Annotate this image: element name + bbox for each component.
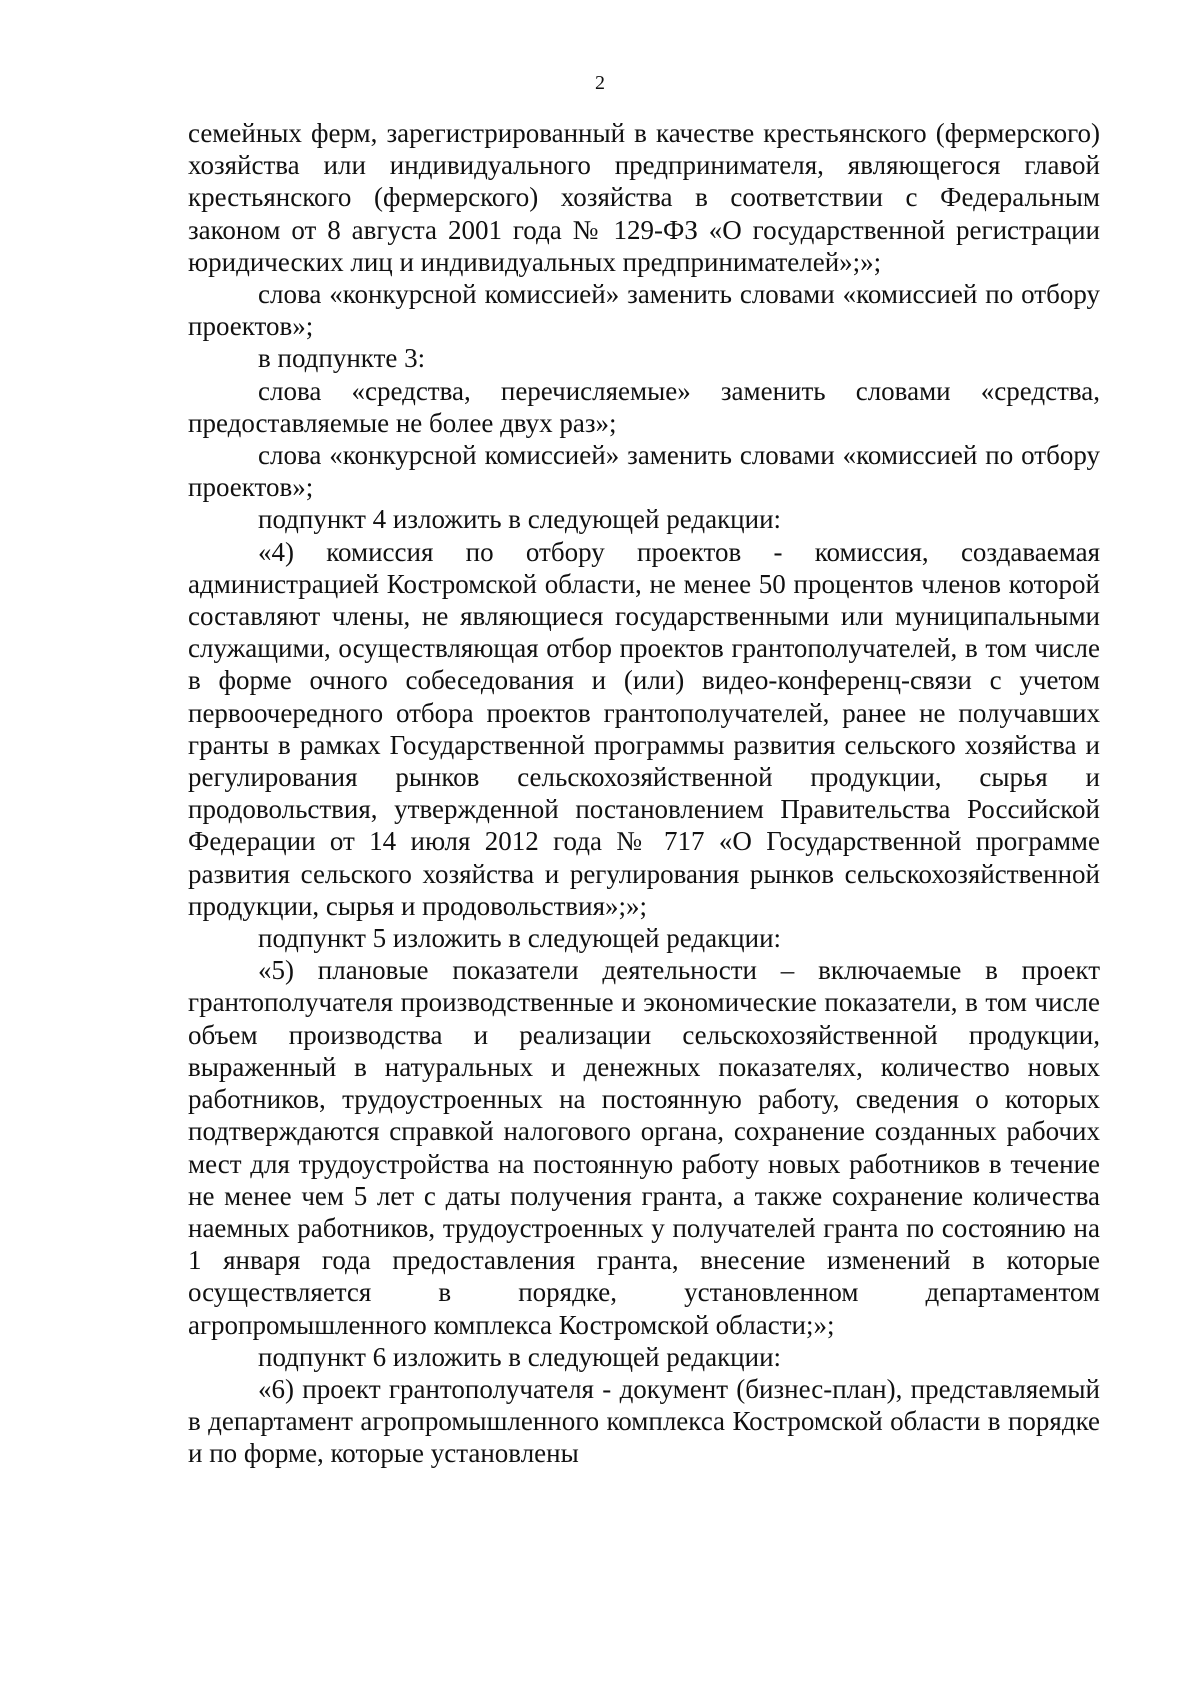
paragraph: «5) плановые показатели деятельности – включаемые в проект грантополучателя производственные и экономические показатели, в том числе объем производства и реализации сельскохозяйственной продукции, выраженный в натуральных и денежных показателях, количество новых работников, трудоустроенных на постоянную работу, сведения о которых подтверждаются справкой налогового органа, сохранение созданных рабочих мест для трудоустройства на постоянную работу новых работников в течение не менее чем 5 лет с даты получения гранта, а также сохранение количества наемных работников, трудоустроенных у получателей гранта по состоянию на 1 января года предоставления гранта, внесение изменений в которые осуществляется в порядке, установленном департаментом агропромышленного комплекса Костромской области;»; bbox=[188, 955, 1100, 1340]
paragraph: подпункт 4 изложить в следующей редакции: bbox=[258, 504, 782, 535]
page-number: 2 bbox=[595, 72, 605, 94]
paragraph: слова «конкурсной комиссией» заменить словами «комиссией по отбору проектов»; bbox=[188, 279, 1100, 342]
paragraph: «4) комиссия по отбору проектов - комиссия, создаваемая администрацией Костромской области, не менее 50 процентов членов которой составляют члены, не являющиеся государственными или муниципальными служащими, осуществляющая отбор проектов грантополучателей, в том числе в форме очного собеседования и (или) видео-конференц-связи с учетом первоочередного отбора проектов грантополучателей, ранее не получавших гранты в рамках Государственной программы развития сельского хозяйства и регулирования рынков сельскохозяйственной продукции, сырья и продовольствия, утвержденной постановлением Правительства Российской Федерации от 14 июля 2012 года № 717 «О Государственной программе развития сельского хозяйства и регулирования рынков сельскохозяйственной продукции, сырья и продовольствия»;»; bbox=[188, 536, 1100, 921]
paragraph: в подпункте 3: bbox=[258, 343, 426, 374]
paragraph: подпункт 5 изложить в следующей редакции: bbox=[258, 923, 782, 954]
paragraph: «6) проект грантополучателя - документ (бизнес-план), представляемый в департамент агропромышленного комплекса Костромской области в порядке и по форме, которые установлены bbox=[188, 1373, 1100, 1469]
paragraph: слова «средства, перечисляемые» заменить словами «средства, предоставляемые не более двух раз»; bbox=[188, 375, 1100, 438]
paragraph: подпункт 6 изложить в следующей редакции: bbox=[258, 1341, 782, 1372]
document-body bbox=[188, 117, 1100, 1470]
paragraph: семейных ферм, зарегистрированный в качестве крестьянского (фермерского) хозяйства или индивидуального предпринимателя, являющегося главой крестьянского (фермерского) хозяйства в соответствии с Федеральным законом от 8 августа 2001 года № 129-ФЗ «О государственной регистрации юридических лиц и индивидуальных предпринимателей»;»; bbox=[188, 118, 1100, 277]
paragraph: слова «конкурсной комиссией» заменить словами «комиссией по отбору проектов»; bbox=[188, 440, 1100, 503]
